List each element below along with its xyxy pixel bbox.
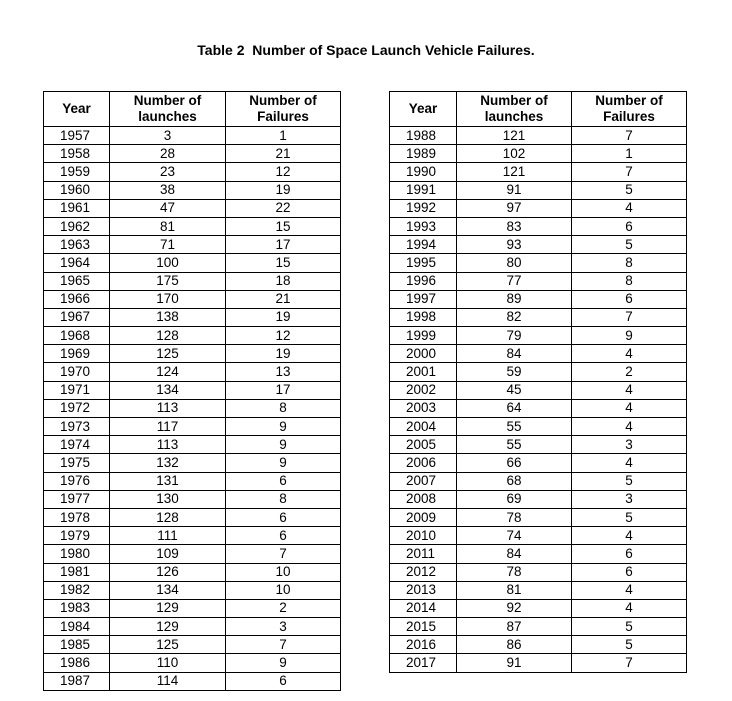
failures-cell: 12 xyxy=(226,327,341,345)
launches-cell: 91 xyxy=(457,654,572,672)
failures-cell: 1 xyxy=(572,145,687,163)
table-row xyxy=(44,418,341,436)
launches-cell: 134 xyxy=(110,581,226,599)
year-cell: 1973 xyxy=(44,418,110,436)
launches-cell: 68 xyxy=(457,472,572,490)
failures-cell: 4 xyxy=(572,399,687,417)
failures-cell: 9 xyxy=(226,418,341,436)
failures-cell: 18 xyxy=(226,272,341,290)
failures-cell: 4 xyxy=(572,345,687,363)
failures-cell: 9 xyxy=(572,327,687,345)
launches-cell: 111 xyxy=(110,527,226,545)
year-cell: 1986 xyxy=(44,654,110,672)
table-row xyxy=(44,217,341,235)
launches-cell: 109 xyxy=(110,545,226,563)
table-row xyxy=(44,508,341,526)
year-cell: 2005 xyxy=(390,436,457,454)
year-cell: 1965 xyxy=(44,272,110,290)
launches-cell: 138 xyxy=(110,308,226,326)
launches-cell: 28 xyxy=(110,145,226,163)
launches-cell: 128 xyxy=(110,508,226,526)
year-cell: 1964 xyxy=(44,254,110,272)
launches-cell: 87 xyxy=(457,618,572,636)
launches-cell: 84 xyxy=(457,545,572,563)
table-row xyxy=(44,581,341,599)
year-cell: 2000 xyxy=(390,345,457,363)
failures-cell: 17 xyxy=(226,236,341,254)
failures-cell: 5 xyxy=(572,472,687,490)
year-cell: 1978 xyxy=(44,508,110,526)
launches-cell: 45 xyxy=(457,381,572,399)
failures-cell: 21 xyxy=(226,145,341,163)
launches-cell: 93 xyxy=(457,236,572,254)
table-row xyxy=(390,563,687,581)
launches-cell: 66 xyxy=(457,454,572,472)
failures-cell: 4 xyxy=(572,454,687,472)
failures-cell: 22 xyxy=(226,199,341,217)
launches-cell: 113 xyxy=(110,436,226,454)
table-row xyxy=(44,127,341,145)
launches-cell: 83 xyxy=(457,217,572,235)
year-header: Year xyxy=(390,92,457,127)
table-row xyxy=(390,327,687,345)
failures-cell: 6 xyxy=(572,545,687,563)
failures-cell: 4 xyxy=(572,599,687,617)
launches-cell: 55 xyxy=(457,436,572,454)
year-cell: 2013 xyxy=(390,581,457,599)
failures-cell: 8 xyxy=(572,272,687,290)
launch-failures-table-right xyxy=(389,91,687,673)
failures-cell: 10 xyxy=(226,581,341,599)
table-body xyxy=(390,127,687,673)
year-cell: 1961 xyxy=(44,199,110,217)
launch-failures-table-left xyxy=(43,91,341,691)
table-row xyxy=(390,599,687,617)
launches-cell: 124 xyxy=(110,363,226,381)
failures-cell: 3 xyxy=(226,618,341,636)
table-row xyxy=(44,272,341,290)
failures-cell: 5 xyxy=(572,618,687,636)
launches-cell: 131 xyxy=(110,472,226,490)
year-cell: 1980 xyxy=(44,545,110,563)
launches-cell: 132 xyxy=(110,454,226,472)
year-cell: 1976 xyxy=(44,472,110,490)
year-cell: 1991 xyxy=(390,181,457,199)
launches-cell: 134 xyxy=(110,381,226,399)
launches-cell: 125 xyxy=(110,345,226,363)
table-row xyxy=(390,399,687,417)
table-row xyxy=(44,436,341,454)
year-cell: 1993 xyxy=(390,217,457,235)
table-row xyxy=(44,199,341,217)
launches-cell: 91 xyxy=(457,181,572,199)
launches-cell: 117 xyxy=(110,418,226,436)
launches-cell: 128 xyxy=(110,327,226,345)
launches-cell: 81 xyxy=(110,217,226,235)
table-row xyxy=(44,327,341,345)
year-header: Year xyxy=(44,92,110,127)
table-row xyxy=(44,472,341,490)
year-cell: 1994 xyxy=(390,236,457,254)
table-row xyxy=(44,236,341,254)
launches-cell: 86 xyxy=(457,636,572,654)
launches-cell: 79 xyxy=(457,327,572,345)
failures-cell: 19 xyxy=(226,345,341,363)
launches-cell: 130 xyxy=(110,490,226,508)
launches-cell: 71 xyxy=(110,236,226,254)
launches-cell: 126 xyxy=(110,563,226,581)
table-row xyxy=(44,254,341,272)
launches-cell: 89 xyxy=(457,290,572,308)
year-cell: 1996 xyxy=(390,272,457,290)
table-row xyxy=(390,381,687,399)
failures-cell: 6 xyxy=(572,290,687,308)
launches-cell: 80 xyxy=(457,254,572,272)
table-row xyxy=(390,363,687,381)
table-row xyxy=(390,527,687,545)
year-cell: 2011 xyxy=(390,545,457,563)
failures-cell: 13 xyxy=(226,363,341,381)
launches-cell: 170 xyxy=(110,290,226,308)
failures-cell: 4 xyxy=(572,418,687,436)
failures-cell: 6 xyxy=(226,508,341,526)
table-row xyxy=(390,181,687,199)
failures-cell: 7 xyxy=(572,308,687,326)
launches-cell: 23 xyxy=(110,163,226,181)
launches-cell: 82 xyxy=(457,308,572,326)
failures-cell: 4 xyxy=(572,527,687,545)
table-row xyxy=(44,599,341,617)
year-cell: 2002 xyxy=(390,381,457,399)
year-cell: 1966 xyxy=(44,290,110,308)
year-cell: 2010 xyxy=(390,527,457,545)
launches-cell: 129 xyxy=(110,599,226,617)
launches-cell: 175 xyxy=(110,272,226,290)
launches-cell: 78 xyxy=(457,563,572,581)
launches-header: Number of launches xyxy=(457,92,572,127)
year-cell: 1984 xyxy=(44,618,110,636)
failures-cell: 5 xyxy=(572,636,687,654)
table-row xyxy=(44,563,341,581)
failures-cell: 7 xyxy=(572,163,687,181)
year-cell: 2016 xyxy=(390,636,457,654)
table-row xyxy=(44,181,341,199)
year-cell: 1959 xyxy=(44,163,110,181)
launches-cell: 81 xyxy=(457,581,572,599)
year-cell: 2012 xyxy=(390,563,457,581)
year-cell: 1985 xyxy=(44,636,110,654)
table-row xyxy=(390,254,687,272)
table-row xyxy=(390,199,687,217)
failures-cell: 6 xyxy=(572,563,687,581)
failures-cell: 6 xyxy=(226,527,341,545)
launches-cell: 121 xyxy=(457,127,572,145)
table-row xyxy=(44,363,341,381)
table-row xyxy=(390,490,687,508)
table-header-row xyxy=(44,92,341,127)
failures-cell: 10 xyxy=(226,563,341,581)
failures-cell: 9 xyxy=(226,654,341,672)
failures-cell: 6 xyxy=(226,672,341,690)
year-cell: 2004 xyxy=(390,418,457,436)
table-row xyxy=(390,436,687,454)
year-cell: 1970 xyxy=(44,363,110,381)
launches-cell: 114 xyxy=(110,672,226,690)
table-row xyxy=(44,527,341,545)
failures-cell: 17 xyxy=(226,381,341,399)
table-row xyxy=(44,490,341,508)
table-row xyxy=(390,345,687,363)
launches-cell: 84 xyxy=(457,345,572,363)
failures-cell: 12 xyxy=(226,163,341,181)
failures-cell: 5 xyxy=(572,181,687,199)
table-row xyxy=(390,618,687,636)
year-cell: 1963 xyxy=(44,236,110,254)
year-cell: 1960 xyxy=(44,181,110,199)
table-row xyxy=(390,308,687,326)
table-row xyxy=(390,127,687,145)
failures-cell: 4 xyxy=(572,381,687,399)
launches-cell: 100 xyxy=(110,254,226,272)
launches-cell: 77 xyxy=(457,272,572,290)
table-row xyxy=(390,163,687,181)
table-row xyxy=(390,217,687,235)
launches-cell: 121 xyxy=(457,163,572,181)
year-cell: 2015 xyxy=(390,618,457,636)
failures-cell: 8 xyxy=(226,490,341,508)
launches-cell: 125 xyxy=(110,636,226,654)
failures-cell: 21 xyxy=(226,290,341,308)
table-row xyxy=(390,290,687,308)
year-cell: 1992 xyxy=(390,199,457,217)
failures-cell: 3 xyxy=(572,490,687,508)
table-row xyxy=(390,545,687,563)
year-cell: 1999 xyxy=(390,327,457,345)
table-title: Table 2 Number of Space Launch Vehicle Failures. xyxy=(197,42,535,58)
year-cell: 2017 xyxy=(390,654,457,672)
table-row xyxy=(44,454,341,472)
year-cell: 1982 xyxy=(44,581,110,599)
table-row xyxy=(44,308,341,326)
launches-header: Number of launches xyxy=(110,92,226,127)
year-cell: 1998 xyxy=(390,308,457,326)
failures-cell: 7 xyxy=(226,545,341,563)
launches-cell: 110 xyxy=(110,654,226,672)
launches-cell: 102 xyxy=(457,145,572,163)
year-cell: 1995 xyxy=(390,254,457,272)
year-cell: 1988 xyxy=(390,127,457,145)
failures-cell: 6 xyxy=(572,217,687,235)
failures-cell: 3 xyxy=(572,436,687,454)
table-row xyxy=(390,581,687,599)
failures-cell: 8 xyxy=(226,399,341,417)
table-row xyxy=(390,272,687,290)
failures-cell: 5 xyxy=(572,236,687,254)
failures-cell: 7 xyxy=(226,636,341,654)
table-row xyxy=(390,454,687,472)
failures-cell: 9 xyxy=(226,436,341,454)
failures-cell: 4 xyxy=(572,199,687,217)
table-row xyxy=(44,163,341,181)
table-row xyxy=(44,654,341,672)
year-cell: 1971 xyxy=(44,381,110,399)
launches-cell: 55 xyxy=(457,418,572,436)
year-cell: 2007 xyxy=(390,472,457,490)
year-cell: 1983 xyxy=(44,599,110,617)
table-row xyxy=(44,381,341,399)
year-cell: 1957 xyxy=(44,127,110,145)
failures-cell: 1 xyxy=(226,127,341,145)
year-cell: 1977 xyxy=(44,490,110,508)
year-cell: 1987 xyxy=(44,672,110,690)
year-cell: 1958 xyxy=(44,145,110,163)
launches-cell: 129 xyxy=(110,618,226,636)
failures-cell: 15 xyxy=(226,217,341,235)
failures-header: Number of Failures xyxy=(572,92,687,127)
failures-cell: 19 xyxy=(226,308,341,326)
year-cell: 2008 xyxy=(390,490,457,508)
year-cell: 2009 xyxy=(390,508,457,526)
launches-cell: 74 xyxy=(457,527,572,545)
table-header-row xyxy=(390,92,687,127)
table-row xyxy=(44,545,341,563)
table-row xyxy=(390,472,687,490)
table-row xyxy=(390,654,687,672)
table-row xyxy=(390,508,687,526)
table-row xyxy=(44,145,341,163)
year-cell: 1981 xyxy=(44,563,110,581)
failures-cell: 2 xyxy=(572,363,687,381)
year-cell: 1968 xyxy=(44,327,110,345)
year-cell: 1969 xyxy=(44,345,110,363)
failures-cell: 6 xyxy=(226,472,341,490)
year-cell: 2006 xyxy=(390,454,457,472)
launches-cell: 3 xyxy=(110,127,226,145)
year-cell: 2014 xyxy=(390,599,457,617)
launches-cell: 78 xyxy=(457,508,572,526)
table-row xyxy=(390,636,687,654)
launches-cell: 64 xyxy=(457,399,572,417)
table-row xyxy=(44,672,341,690)
launches-cell: 113 xyxy=(110,399,226,417)
launches-cell: 59 xyxy=(457,363,572,381)
year-cell: 1967 xyxy=(44,308,110,326)
launches-cell: 69 xyxy=(457,490,572,508)
launches-cell: 38 xyxy=(110,181,226,199)
table-row xyxy=(44,290,341,308)
failures-cell: 9 xyxy=(226,454,341,472)
failures-cell: 2 xyxy=(226,599,341,617)
table-row xyxy=(44,399,341,417)
year-cell: 1975 xyxy=(44,454,110,472)
failures-cell: 8 xyxy=(572,254,687,272)
failures-cell: 7 xyxy=(572,127,687,145)
table-body xyxy=(44,127,341,691)
failures-cell: 5 xyxy=(572,508,687,526)
year-cell: 1990 xyxy=(390,163,457,181)
year-cell: 1989 xyxy=(390,145,457,163)
table-row xyxy=(44,636,341,654)
year-cell: 1997 xyxy=(390,290,457,308)
year-cell: 1974 xyxy=(44,436,110,454)
year-cell: 1962 xyxy=(44,217,110,235)
failures-cell: 7 xyxy=(572,654,687,672)
table-row xyxy=(44,345,341,363)
table-row xyxy=(390,236,687,254)
launches-cell: 97 xyxy=(457,199,572,217)
table-row xyxy=(44,618,341,636)
table-row xyxy=(390,145,687,163)
failures-cell: 15 xyxy=(226,254,341,272)
launches-cell: 92 xyxy=(457,599,572,617)
year-cell: 2003 xyxy=(390,399,457,417)
year-cell: 1979 xyxy=(44,527,110,545)
failures-cell: 4 xyxy=(572,581,687,599)
launches-cell: 47 xyxy=(110,199,226,217)
table-row xyxy=(390,418,687,436)
failures-cell: 19 xyxy=(226,181,341,199)
year-cell: 2001 xyxy=(390,363,457,381)
failures-header: Number of Failures xyxy=(226,92,341,127)
year-cell: 1972 xyxy=(44,399,110,417)
